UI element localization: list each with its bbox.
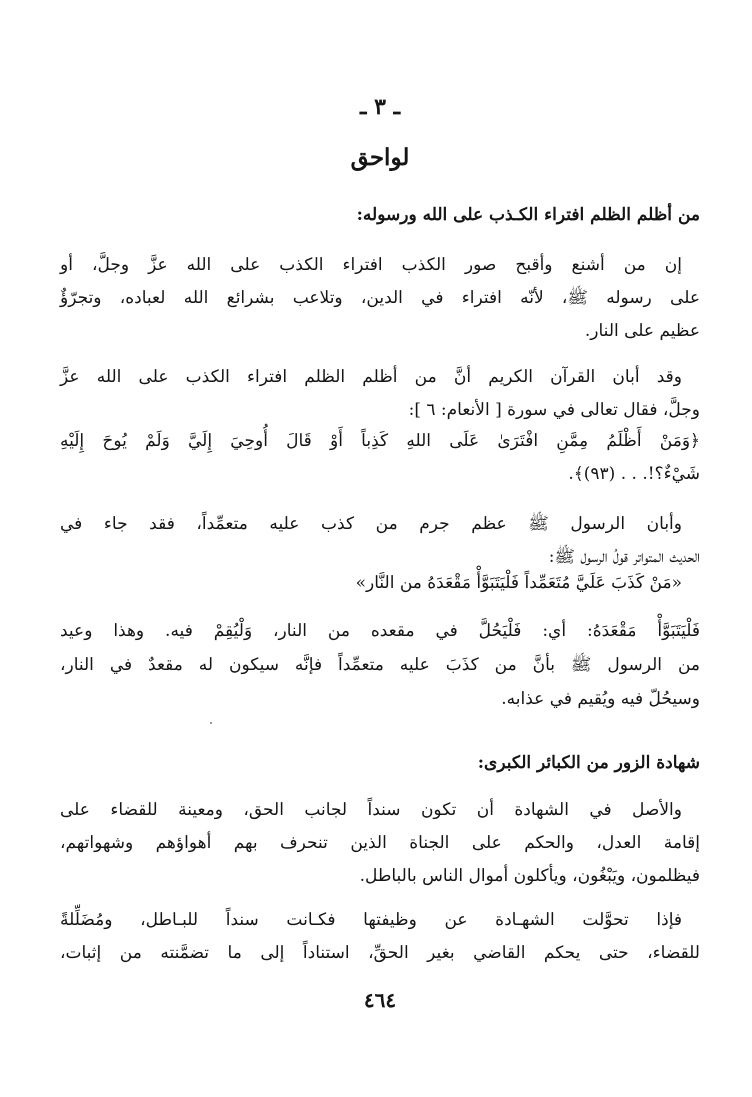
- section-heading-false-testimony: شهادة الزور من الكبائر الكبرى:: [477, 753, 700, 773]
- page-number: ٤٦٤: [363, 988, 397, 1012]
- text-line: فيظلمون، ويَبْغُون، ويأكلون أموال الناس بالباطل.: [359, 866, 700, 886]
- text-line: وقد أبان القرآن الكريم أنَّ من أظلم الظلم افتراء الكذب على الله عزَّ: [60, 367, 682, 387]
- text-line: إن من أشنع وأقبح صور الكذب افتراء الكذب على الله عزَّ وجلَّ، أو: [60, 255, 682, 275]
- text-line: فَلْيَتَبَوَّأْ مَقْعَدَهُ: أي: فَلْيَحُلَّ في مقعده من النار، وَلْيُقِمْ فيه. وهذا وعيد: [60, 621, 700, 641]
- book-page: [60, 0, 700, 1097]
- chapter-number: ـ ٣ ـ: [359, 94, 401, 120]
- text-line: الحديث المتواتر قولُ الرسول ﷺ:: [548, 547, 700, 567]
- text-line: وسيحُلّ فيه ويُقيم في عذابه.: [501, 689, 700, 709]
- text-line: وجلَّ، فقال تعالى في سورة [ الأنعام: ٦ ]:: [408, 400, 700, 420]
- text-line: وأبان الرسول ﷺ عظم جرم من كذب عليه متعمِّداً، فقد جاء في: [60, 514, 682, 534]
- chapter-title: لواحق: [350, 144, 410, 171]
- scan-speck: [210, 722, 212, 724]
- text-line: للقضاء، حتى يحكم القاضي بغير الحقِّ، استناداً إلى ما تضمَّنته من إثبات،: [60, 943, 700, 963]
- quran-verse-line: شَيْءٌ؟!. . . (٩٣)﴾.: [568, 464, 700, 484]
- text-line: والأصل في الشهادة أن تكون سنداً لجانب الحق، ومعينة للقضاء على: [60, 800, 682, 820]
- text-line: من الرسول ﷺ بأنَّ من كذَبَ عليه متعمِّداً فإنَّه سيكون له مقعدٌ في النار،: [60, 655, 700, 675]
- hadith-quote: «مَنْ كَذَبَ عَلَيَّ مُتَعَمِّداً فَلْيَتَبَوَّأْ مَقْعَدَهُ من النَّار»: [355, 573, 682, 593]
- text-line: على رسوله ﷺ، لأنّه افتراء في الدين، وتلاعب بشرائع الله لعباده، وتجرّؤٌ: [60, 288, 700, 308]
- quran-verse-line: ﴿وَمَنْ أَظْلَمُ مِمَّنِ افْتَرَىٰ عَلَى اللهِ كَذِباً أَوْ قَالَ أُوحِيَ إِلَيَّ وَلَمْ يُوحَ إِلَيْهِ: [60, 431, 700, 451]
- text-line: عظيم على النار.: [584, 321, 700, 341]
- text-line: فإذا تحوَّلت الشهـادة عن وظيفتها فكـانت سنداً للبـاطل، ومُضَلِّلةً: [60, 910, 682, 930]
- text-line: إقامة العدل، والحكم على الجناة الذين تنحرف بهم أهواؤهم وشهواتهم،: [60, 833, 700, 853]
- section-heading-lying-on-god: من أظلم الظلم افتراء الكـذب على الله ورسوله:: [356, 205, 700, 225]
